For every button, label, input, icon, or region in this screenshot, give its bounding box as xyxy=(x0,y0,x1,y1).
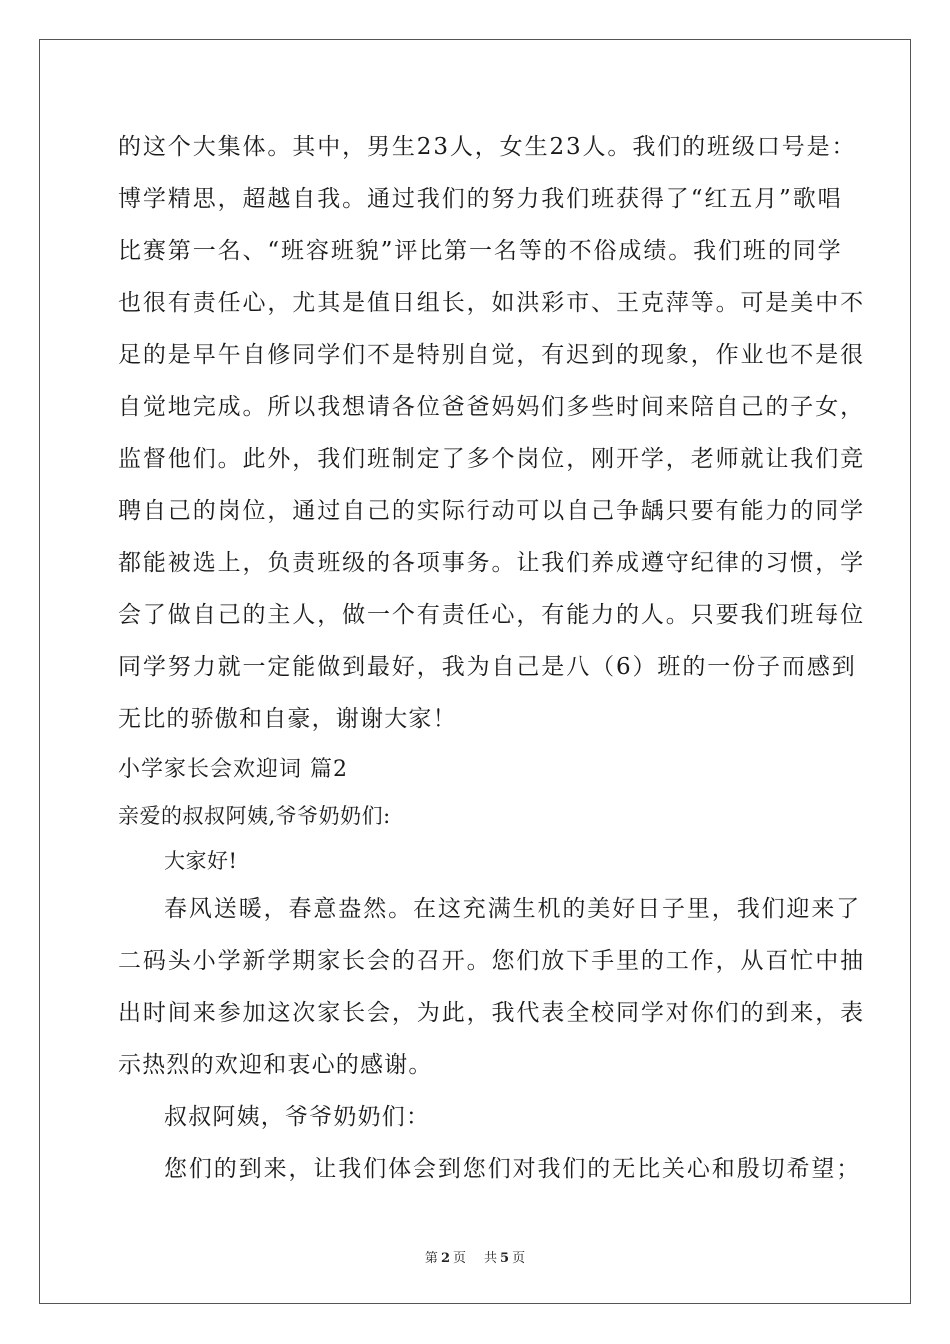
text-line: 聘自己的岗位，通过自己的实际行动可以自己争龋只要有能力的同学 xyxy=(118,498,865,524)
text-line: 会了做自己的主人，做一个有责任心，有能力的人。只要我们班每位 xyxy=(118,602,865,628)
page-total: 5 xyxy=(500,1251,510,1266)
greeting: 大家好! xyxy=(164,849,238,873)
text-line: 自觉地完成。所以我想请各位爸爸妈妈们多些时间来陪自己的子女， xyxy=(118,394,865,420)
text-line: 出时间来参加这次家长会，为此，我代表全校同学对你们的到来，表 xyxy=(118,1000,865,1026)
text-line: 春风送暖，春意盎然。在这充满生机的美好日子里，我们迎来了 xyxy=(164,896,862,922)
text-line: 也很有责任心，尤其是值日组长，如洪彩市、王克萍等。可是美中不 xyxy=(118,290,865,316)
text-line: 足的是早午自修同学们不是特别自觉，有迟到的现象，作业也不是很 xyxy=(118,342,865,368)
document-body xyxy=(118,124,865,1198)
text-line: 的这个大集体。其中，男生23人，女生23人。我们的班级口号是： xyxy=(118,134,857,160)
section-heading: 小学家长会欢迎词 篇2 xyxy=(118,757,348,782)
salutation: 亲爱的叔叔阿姨,爷爷奶奶们: xyxy=(118,804,391,828)
text-line: 同学努力就一定能做到最好，我为自己是八（6）班的一份子而感到 xyxy=(118,654,857,680)
page-suffix: 页 xyxy=(452,1251,466,1266)
text-line: 无比的骄傲和自豪，谢谢大家！ xyxy=(118,706,457,732)
text-line: 您们的到来，让我们体会到您们对我们的无比关心和殷切希望； xyxy=(164,1156,862,1182)
text-line: 示热烈的欢迎和衷心的感谢。 xyxy=(118,1052,433,1078)
page-number: 2 xyxy=(440,1251,450,1266)
total-prefix: 共 xyxy=(484,1251,498,1266)
page-footer xyxy=(0,1247,950,1266)
text-line: 比赛第一名、“班容班貌”评比第一名等的不俗成绩。我们班的同学 xyxy=(118,238,843,264)
address-line: 叔叔阿姨，爷爷奶奶们： xyxy=(164,1104,431,1130)
text-line: 博学精思，超越自我。通过我们的努力我们班获得了“红五月”歌唱 xyxy=(118,186,843,212)
page-prefix: 第 xyxy=(424,1251,438,1266)
text-line: 二码头小学新学期家长会的召开。您们放下手里的工作，从百忙中抽 xyxy=(118,948,865,974)
text-line: 都能被选上，负责班级的各项事务。让我们养成遵守纪律的习惯，学 xyxy=(118,550,865,576)
text-line: 监督他们。此外，我们班制定了多个岗位，刚开学，老师就让我们竞 xyxy=(118,446,865,472)
total-suffix: 页 xyxy=(512,1251,526,1266)
